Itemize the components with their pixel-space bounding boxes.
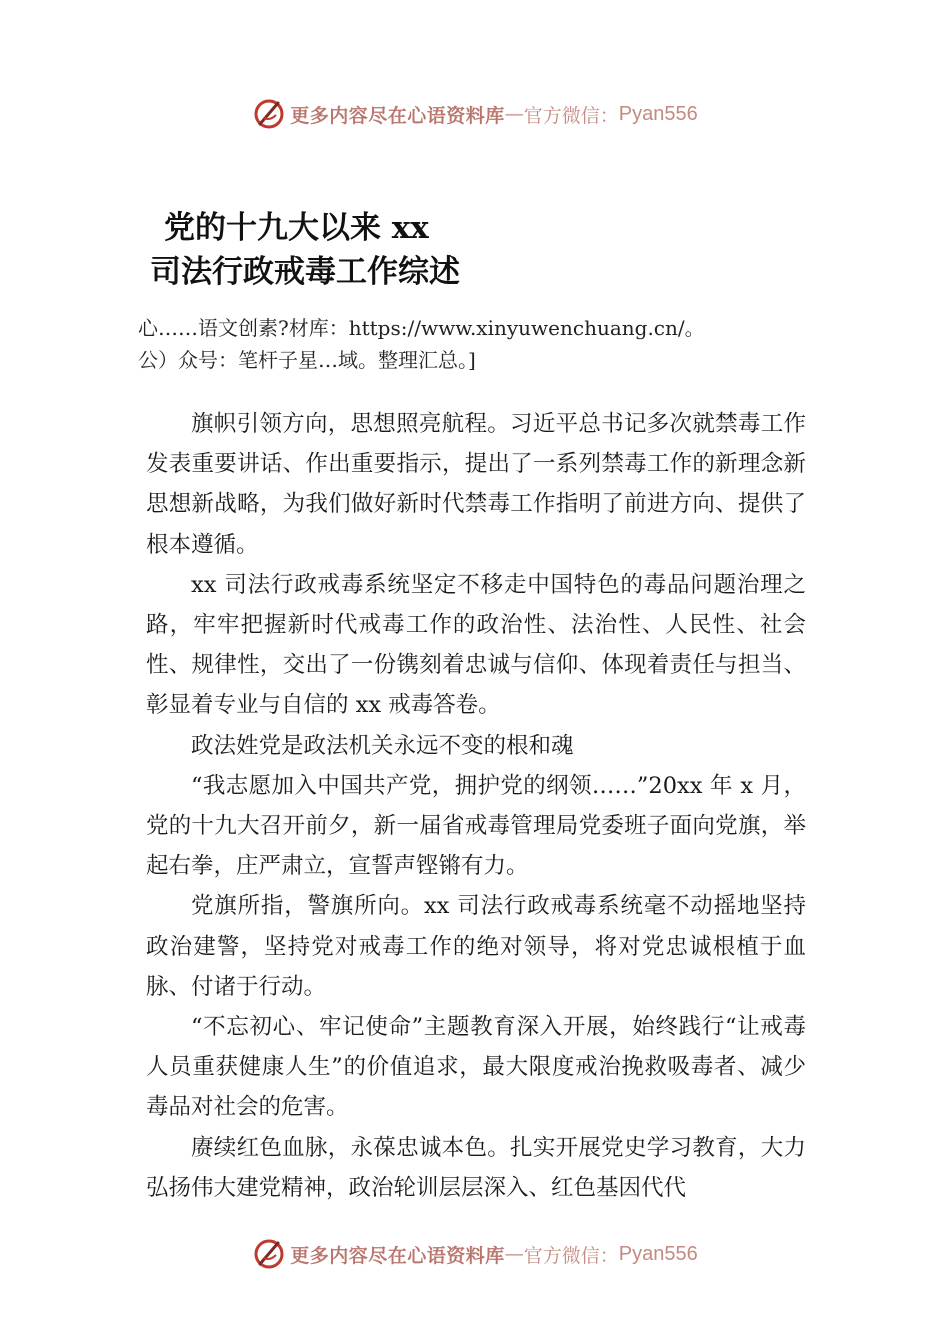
source-note: [138, 312, 818, 376]
banner-separator: —: [504, 103, 524, 125]
paragraph: “不忘初心、牢记使命”主题教育深入开展，始终践行“让戒毒人员重获健康人生”的价值追求，最大限度戒治挽救吸毒者、减少毒品对社会的危害。: [146, 1014, 806, 1121]
banner-wechat-label: 官方微信：: [523, 1244, 619, 1267]
pen-circle-logo-icon: [252, 1237, 286, 1271]
banner-main-text: 更多内容尽在心语资料库: [290, 1244, 505, 1267]
paragraph: 赓续红色血脉，永葆忠诚本色。扎实开展党史学习教育，大力弘扬伟大建党精神，政治轮训层层深入、红色基因代代: [146, 1134, 806, 1201]
document-title: [150, 206, 460, 294]
source-line-1: 心……语文创素?材库：https://www.xinyuwenchuang.cn/。: [138, 316, 705, 340]
paragraph: xx 司法行政戒毒系统坚定不移走中国特色的毒品问题治理之路，牢牢把握新时代戒毒工作的政治性、法治性、人民性、社会性、规律性，交出了一份镌刻着忠诚与信仰、体现着责任与担当、彰显着专业与自信的 xx 戒毒答卷。: [146, 571, 806, 719]
banner-wechat-id: Pyan556: [618, 1242, 698, 1265]
title-line-2: 司法行政戒毒工作综述: [150, 254, 460, 290]
pen-circle-logo-icon: [252, 97, 286, 131]
paragraph: “我志愿加入中国共产党，拥护党的纲领……”20xx 年 x 月，党的十九大召开前夕，新一届省戒毒管理局党委班子面向党旗，举起右拳，庄严肃立，宣誓声铿锵有力。: [146, 772, 806, 880]
banner-wechat-id: Pyan556: [618, 102, 698, 125]
document-body: [146, 404, 806, 1208]
source-line-2: 公）众号：笔杆子星…域。整理汇总。]: [138, 348, 476, 372]
section-heading: 政法姓党是政法机关永远不变的根和魂: [191, 732, 574, 759]
banner-main-text: 更多内容尽在心语资料库: [290, 104, 505, 127]
footer-banner: [0, 1232, 950, 1276]
banner-wechat-label: 官方微信：: [523, 104, 619, 127]
banner-separator: —: [504, 1243, 524, 1265]
header-banner: [0, 92, 950, 136]
title-line-1: 党的十九大以来 xx: [164, 210, 429, 246]
paragraph: 党旗所指，警旗所向。xx 司法行政戒毒系统毫不动摇地坚持政治建警，坚持党对戒毒工作的绝对领导，将对党忠诚根植于血脉、付诸于行动。: [146, 893, 806, 1000]
paragraph: 旗帜引领方向，思想照亮航程。习近平总书记多次就禁毒工作发表重要讲话、作出重要指示，提出了一系列禁毒工作的新理念新思想新战略，为我们做好新时代禁毒工作指明了前进方向、提供了根本遵循。: [146, 411, 806, 558]
